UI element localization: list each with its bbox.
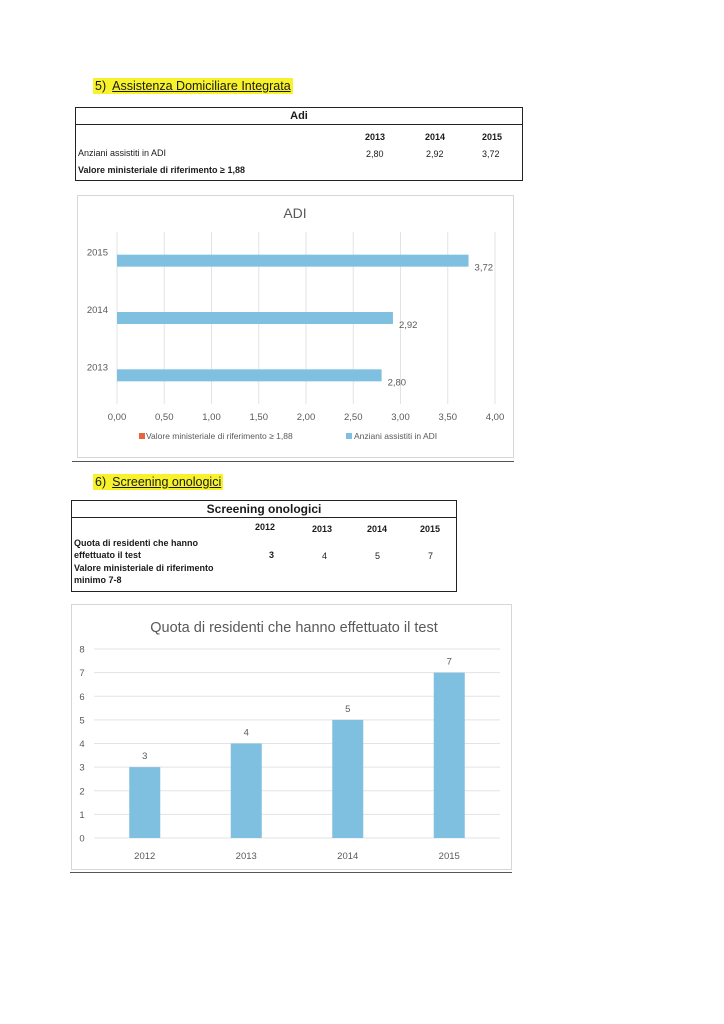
adi-table [75,107,523,181]
adi-x-tick-label: 1,00 [202,412,221,423]
screening-y-tick-label: 8 [79,644,85,656]
screening-bar [231,744,262,839]
screening-y-tick-label: 3 [79,762,85,774]
adi-x-tick-label: 3,00 [391,412,410,423]
screening-bar [434,673,465,838]
screening-data-label: 3 [142,751,148,763]
screening-year-2015: 2015 [420,524,441,534]
screening-y-tick-label: 7 [79,668,85,680]
screening-year-2013: 2013 [312,524,333,534]
adi-chart-box [77,195,514,458]
screening-row1-label-2: effettuato il test [74,550,142,560]
screening-y-tick-label: 5 [79,715,85,727]
adi-x-tick-label: 4,00 [485,412,505,423]
screening-data-label: 7 [446,656,452,668]
adi-x-tick-label: 1,50 [249,412,268,423]
adi-year-2013: 2013 [365,132,386,142]
adi-x-tick-label: 2,00 [296,412,316,423]
adi-category-label: 2013 [86,362,108,374]
section-6-number: 6) [95,475,107,489]
adi-chart-title: ADI [283,205,307,221]
screening-value-2013: 4 [322,551,328,561]
screening-y-tick-label: 1 [79,809,85,821]
screening-year-2014: 2014 [367,524,388,534]
adi-data-label: 3,72 [474,262,494,274]
section-6-title [93,474,223,490]
screening-category-label: 2014 [337,851,359,862]
screening-y-tick-label: 0 [79,833,85,845]
adi-data-label: 2,92 [398,320,418,331]
screening-y-tick-label: 2 [79,786,85,798]
legend-marker-valore [139,433,145,439]
adi-x-tick-label: 2,50 [344,412,363,423]
legend-marker-anziani [346,433,352,439]
adi-value-2013: 2,80 [366,149,384,159]
adi-x-tick-label: 3,50 [438,412,457,423]
screening-category-label: 2015 [438,851,460,862]
screening-table [71,500,457,592]
adi-row2-label: Valore ministeriale di riferimento ≥ 1,88 [78,165,246,175]
adi-category-label: 2014 [86,305,108,316]
adi-category-label: 2015 [86,247,108,259]
adi-value-2014: 2,92 [426,149,444,159]
screening-category-label: 2013 [235,851,257,862]
section-5-number: 5) [95,79,107,93]
section-5-title [93,78,293,94]
adi-x-tick-label: 0,00 [107,412,127,423]
section-6-rule [70,872,512,873]
adi-value-2015: 3,72 [482,149,500,159]
screening-year-2012: 2012 [255,522,276,532]
screening-value-2012: 3 [269,550,275,560]
screening-y-tick-label: 6 [79,691,85,703]
screening-bar [129,767,160,838]
screening-value-2014: 5 [375,551,381,561]
screening-table-header: Screening onologici [72,501,456,518]
adi-bar [117,255,469,267]
legend-label-valore: Valore ministeriale di riferimento ≥ 1,88 [146,431,293,441]
screening-row1-label-1: Quota di residenti che hanno [74,538,199,548]
screening-row2-label-1: Valore ministeriale di riferimento [74,563,214,573]
screening-category-label: 2012 [134,851,156,862]
adi-chart [78,196,513,457]
screening-bar [332,720,363,838]
screening-chart [72,605,511,869]
adi-bar [117,312,393,324]
section-5-title-text: Assistenza Domiciliare Integrata [112,79,291,93]
adi-year-2014: 2014 [425,132,446,142]
section-6-title-text: Screening onologici [112,475,222,489]
screening-value-2015: 7 [428,551,434,561]
adi-bar [117,369,382,381]
adi-table-header: Adi [76,108,522,125]
screening-chart-title: Quota di residenti che hanno effettuato il test [150,620,438,636]
screening-chart-box [71,604,512,870]
adi-year-2015: 2015 [482,132,503,142]
adi-row1-label: Anziani assistiti in ADI [78,148,167,158]
adi-x-tick-label: 0,50 [155,412,174,423]
screening-row2-label-2: minimo 7-8 [74,575,122,585]
screening-data-label: 4 [243,727,249,739]
adi-data-label: 2,80 [387,377,407,389]
legend-label-anziani: Anziani assistiti in ADI [354,431,438,441]
screening-y-tick-label: 4 [79,739,85,750]
section-5-rule [72,461,514,462]
screening-data-label: 5 [345,703,351,715]
